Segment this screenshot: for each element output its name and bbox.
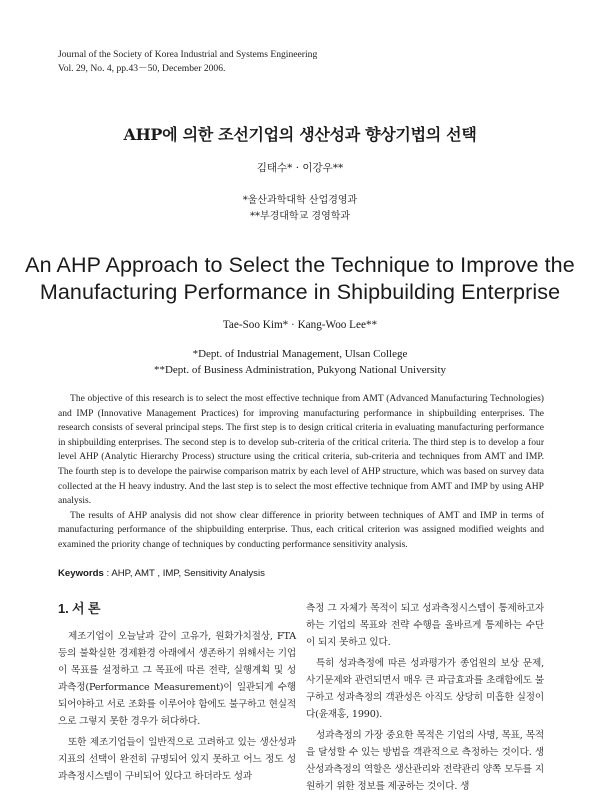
abstract-paragraph-1: The objective of this research is to select the most effective technique from AMT (Advanced Manufacturing Technologies) and IMP (Innovative Management Practices) for improving manufacturing performance in shipbuilding enterprises. The research consists of several principal steps. The first step is to design critical criteria in evaluating manufacturing performance in shipbuilding enterprises. The second step is to develop sub-criteria of the critical criteria. The third step is to develop a four level AHP (Analytic Hierarchy Process) structure using the critical criteria, sub-criteria and techniques from AMT and IMP. The fourth step is to develope the pairwise comparison matrix by each level of AHP structure, which was based on survey data collected at the H heavy industry. And the last step is to select the most effective technique from AMT and IMP by using AHP analysis. — [58, 393, 544, 507]
body-paragraph: 또한 제조기업들이 일반적으로 고려하고 있는 생산성과 지표의 선택이 완전히 규명되어 있지 못하고 어느 정도 성과측정시스템이 구비되어 있다고 하더라도 성과 — [58, 737, 296, 782]
body-column-right — [306, 600, 544, 795]
journal-citation — [58, 48, 317, 76]
english-affiliations — [0, 346, 600, 378]
abstract — [58, 392, 544, 553]
english-title — [0, 252, 600, 306]
body-paragraph: 성과측정의 가장 중요한 목적은 기업의 사명, 목표, 목적을 달성할 수 있는 방법을 객관적으로 측정하는 것이다. 생산성과측정의 역할은 생산관리와 전략관리 양쪽 모두를 지원하기 위한 정보를 제공하는 것이다. 생 — [306, 730, 544, 792]
section-heading: 1. 서 론 — [58, 601, 101, 616]
journal-volume: Vol. 29, No. 4, pp.43－50, December 2006. — [58, 63, 226, 74]
english-authors: Tae-Soo Kim* · Kang-Woo Lee** — [222, 319, 378, 331]
body-paragraph: 제조기업이 오늘날과 같이 고유가, 원화가치절상, FTA 등의 불확실한 경제환경 아래에서 생존하기 위해서는 기업이 목표를 설정하고 그 목표에 따른 전략, 실행계획 및 성과측정(Performance Measurement)이 일관되게 수행되어야하고 서로 조화를 이루어야 함에도 불구하고 현실적으로 그렇지 못한 경우가 허다하다. — [58, 631, 296, 727]
body-paragraph: 특히 성과측정에 따른 성과평가가 종업원의 보상 문제, 사기문제와 관련되면서 매우 큰 파급효과를 초래함에도 불구하고 성과측정의 객관성은 아직도 상당히 미흡한 실정이다(윤재홍, 1990). — [306, 658, 544, 720]
body-column-left — [58, 600, 296, 785]
keywords-text: : AHP, AMT , IMP, Sensitivity Analysis — [103, 568, 265, 579]
journal-name: Journal of the Society of Korea Industrial and Systems Engineering — [58, 49, 318, 60]
keywords-label: Keywords — [58, 568, 104, 579]
korean-affiliations — [0, 193, 600, 225]
body-paragraph: 측정 그 자체가 목적이 되고 성과측정시스템이 통제하고자 하는 기업의 목표와 전략 수행을 올바르게 통제하는 수단이 되지 못하고 있다. — [306, 603, 544, 648]
korean-affiliation-1: *울산과학대학 산업경영과 — [242, 195, 358, 206]
english-affiliation-2: **Dept. of Business Administration, Pukyong National University — [153, 364, 447, 376]
korean-authors: 김태수* · 이강우** — [256, 162, 344, 174]
korean-affiliation-2: **부경대학교 경영학과 — [249, 211, 351, 222]
english-title-line-2: Manufacturing Performance in Shipbuilding Enterprise — [39, 280, 561, 304]
korean-title: AHP에 의한 조선기업의 생산성과 향상기법의 선택 — [123, 125, 477, 144]
english-affiliation-1: *Dept. of Industrial Management, Ulsan College — [192, 348, 408, 360]
english-title-line-1: An AHP Approach to Select the Technique to Improve the — [25, 253, 575, 277]
abstract-paragraph-2: The results of AHP analysis did not show clear difference in priority between techniques of AMT and IMP in terms of manufacturing performance of the shipbuilding enterprise. Thus, each critical criterion was assigned modified weights and examined the priority change of techniques by conducting performance sensitivity analysis. — [58, 509, 544, 550]
keywords — [58, 568, 265, 579]
